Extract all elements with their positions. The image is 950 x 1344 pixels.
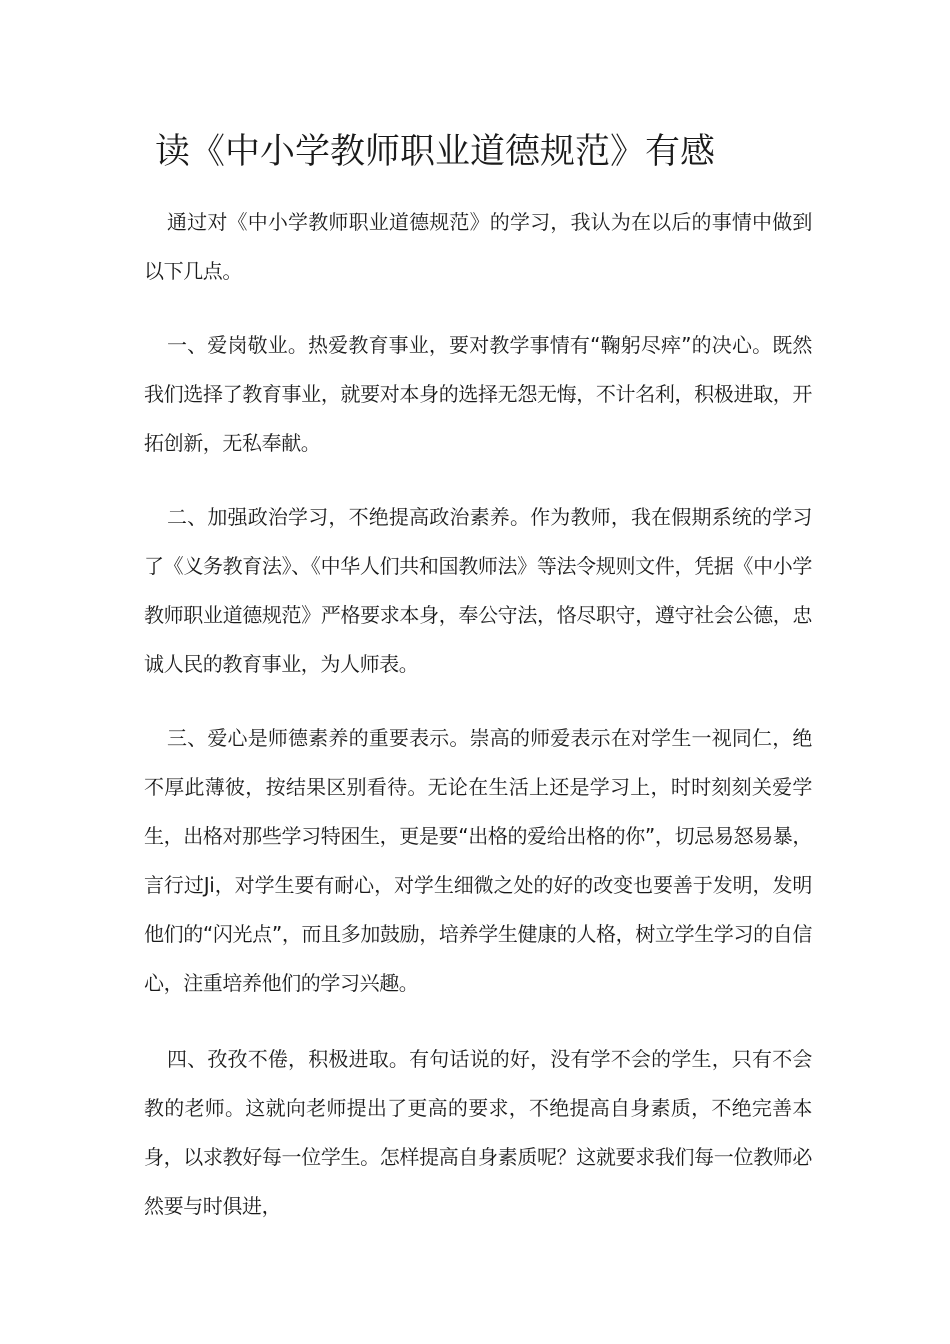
paragraph-intro: 通过对《中小学教师职业道德规范》的学习，我认为在以后的事情中做到以下几点。 — [144, 210, 812, 283]
document-title: 读《中小学教师职业道德规范》有感 — [155, 132, 716, 172]
paragraph-point-2: 二、加强政治学习，不绝提高政治素养。作为教师，我在假期系统的学习了《义务教育法》、《中华人们共和国教师法》等法令规则文件，凭据《中小学教师职业道德规范》严格要求本身，奉公守法，恪尽职守，遵守社会公德，忠诚人民的教育事业，为人师表。 — [144, 505, 812, 676]
paragraph-point-1: 一、爱岗敬业。热爱教育事业，要对教学事情有“鞠躬尽瘁”的决心。既然我们选择了教育事业，就要对本身的选择无怨无悔，不计名利，积极进取，开拓创新，无私奉献。 — [144, 333, 812, 455]
paragraph-point-3: 三、爱心是师德素养的重要表示。崇高的师爱表示在对学生一视同仁，绝不厚此薄彼，按结果区别看待。无论在生活上还是学习上，时时刻刻关爱学生，出格对那些学习特困生，更是要“出格的爱给出格的你”，切忌易怒易暴，言行过Ji，对学生要有耐心，对学生细微之处的好的改变也要善于发明，发明他们的“闪光点”，而且多加鼓励，培养学生健康的人格，树立学生学习的自信心，注重培养他们的学习兴趣。 — [144, 726, 812, 995]
paragraph-point-4: 四、孜孜不倦，积极进取。有句话说的好，没有学不会的学生，只有不会教的老师。这就向老师提出了更高的要求，不绝提高自身素质，不绝完善本身，以求教好每一位学生。怎样提高自身素质呢？这就要求我们每一位教师必然要与时俱进， — [144, 1047, 812, 1218]
